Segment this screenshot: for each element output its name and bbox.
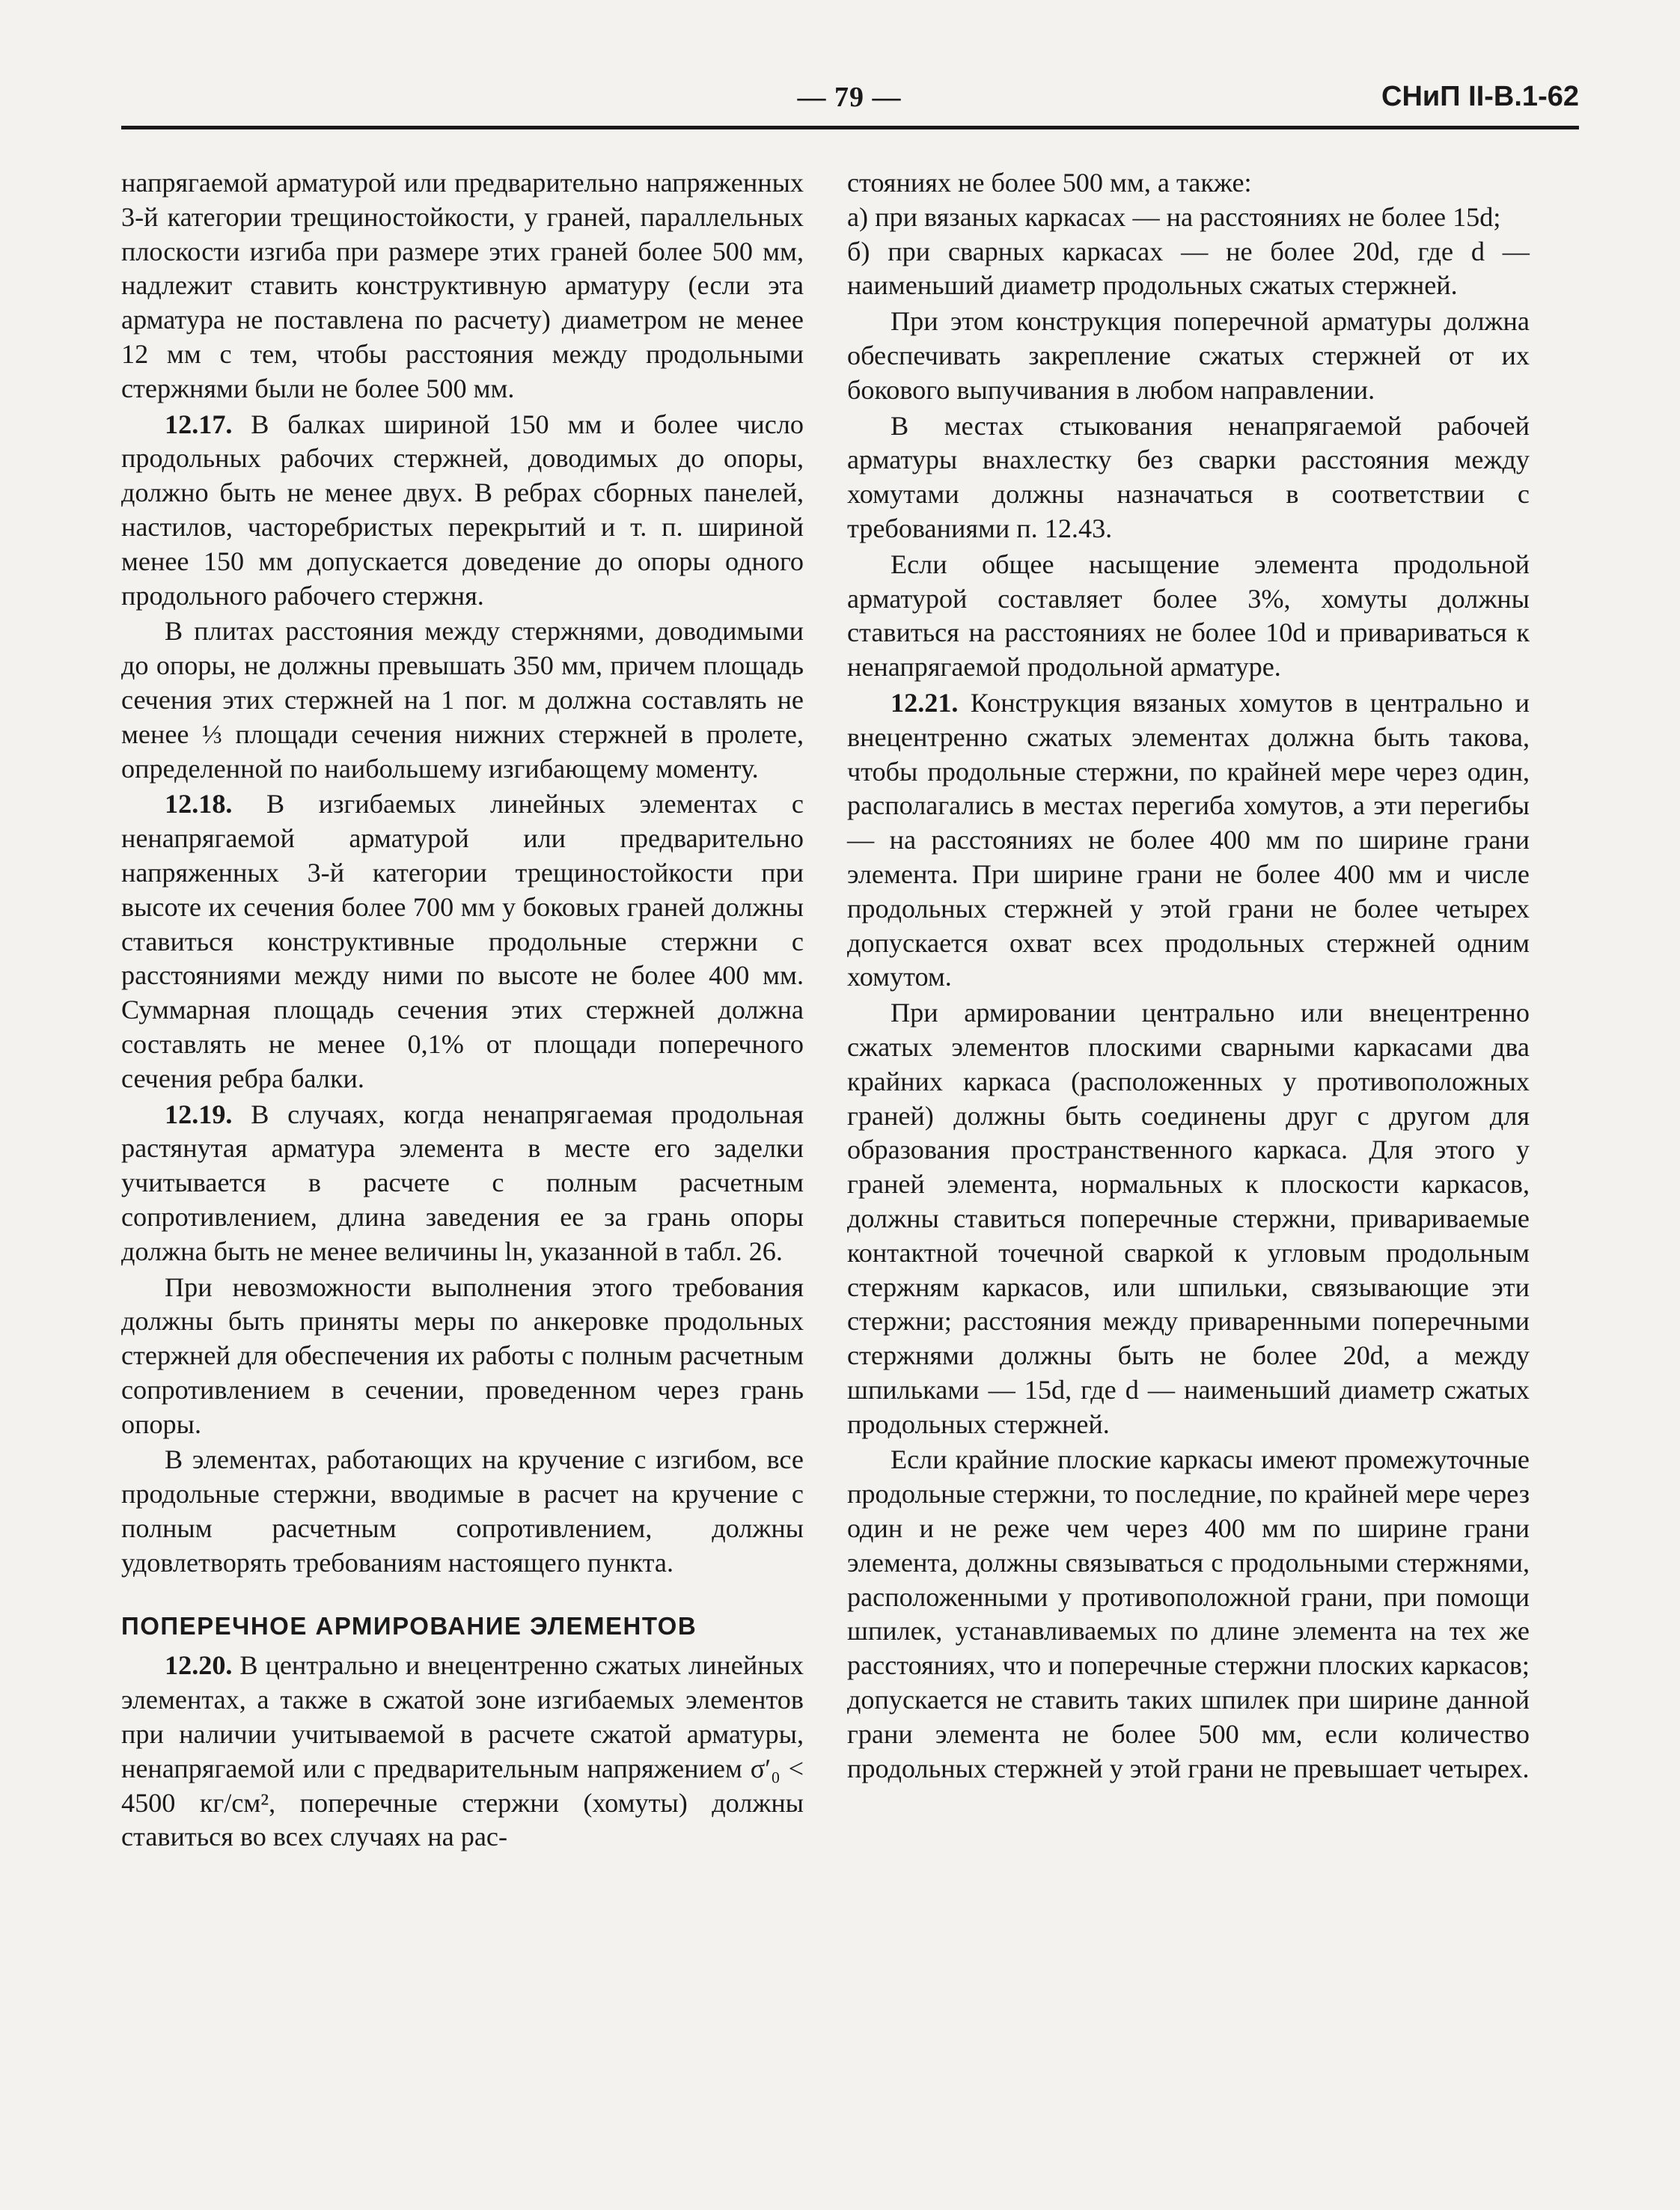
section-heading: ПОПЕРЕЧНОЕ АРМИРОВАНИЕ ЭЛЕМЕНТОВ <box>121 1611 697 1640</box>
clause-text: В случаях, когда ненапрягаемая продольная растянутая арматура элемента в месте его заделки учитывается в расчете с полным расчетным сопротивлением, длина заведения ее за грань опоры должна быть не менее величины lн, указанной в табл. 26. <box>121 1099 804 1266</box>
paragraph: стояниях не более 500 мм, а также: <box>847 168 1252 198</box>
clause-text: В центрально и внецентренно сжатых линейных элементах, а также в сжатой зоне изгибаемых элементов при наличии учитываемой в расчете сжатой арматуры, ненапрягаемой или с предварительным напряжением σ′₀ < 4500 кг/см², поперечные стержни (хомуты) должны ставиться во всех случаях на рас- <box>121 1650 804 1852</box>
paragraph: В плитах расстояния между стержнями, доводимыми до опоры, не должны превышать 350 мм, причем площадь сечения этих стержней на 1 пог. м должна составлять не менее ⅓ площади сечения нижних стержней в пролете, определенной по наибольшему изгибающему моменту. <box>121 616 804 784</box>
clause-number: 12.21. <box>891 687 959 718</box>
header-rule <box>121 126 1579 129</box>
document-code: СНиП II-В.1-62 <box>1381 81 1579 112</box>
clause-number: 12.19. <box>165 1099 233 1129</box>
clause-number: 12.18. <box>165 789 233 819</box>
paragraph: Если общее насыщение элемента продольной арматурой составляет более 3%, хомуты должны ставиться на расстояниях не более 10d и привариваться к ненапрягаемой продольной арматуре. <box>847 549 1530 683</box>
list-item-a: а) при вязаных каркасах — на расстояниях не более 15d; <box>847 201 1501 232</box>
list-item-b: б) при сварных каркасах — не более 20d, где d — наименьший диаметр продольных сжатых стержней. <box>847 236 1530 301</box>
clause-12-19 <box>121 1098 804 1269</box>
paragraph: напрягаемой арматурой или предварительно напряженных 3-й категории трещиностойкости, у граней, параллельных плоскости изгиба при размере этих граней более 500 мм, надлежит ставить конструктивную арматуру (если эта арматура не поставлена по расчету) диаметром не менее 12 мм с тем, чтобы расстояния между продольными стержнями были не более 500 мм. <box>121 168 804 403</box>
paragraph: При этом конструкция поперечной арматуры должна обеспечивать закрепление сжатых стержней от их бокового выпучивания в любом направлении. <box>847 306 1530 405</box>
page-number: — 79 — <box>797 82 902 113</box>
clause-text: В балках шириной 150 мм и более число продольных рабочих стержней, доводимых до опоры, должно быть не менее двух. В ребрах сборных панелей, настилов, часторебристых перекрытий и т. п. шириной менее 150 мм допускается доведение до опоры одного продольного рабочего стержня. <box>121 409 804 611</box>
paragraph: В местах стыкования ненапрягаемой рабочей арматуры внахлестку без сварки расстояния между хомутами должны назначаться в соответствии с требованиями п. 12.43. <box>847 410 1530 543</box>
page-header <box>120 81 1579 126</box>
paragraph: При невозможности выполнения этого требования должны быть приняты меры по анкеровке продольных стержней для обеспечения их работы с полным расчетным сопротивлением в сечении, проведенном через грань опоры. <box>121 1272 804 1439</box>
clause-number: 12.20. <box>165 1650 233 1681</box>
left-column <box>121 166 804 1855</box>
right-column <box>847 166 1530 1786</box>
clause-12-18 <box>121 787 804 1096</box>
paragraph: При армировании центрально или внецентренно сжатых элементов плоскими сварными каркасами два крайних каркаса (расположенных у противоположных граней) должны быть соединены друг с другом для образования пространственного каркаса. Для этого у граней элемента, нормальных к плоскости каркасов, должны ставиться поперечные стержни, привариваемые контактной точечной сваркой к угловым продольным стержням каркасов, или шпильки, связывающие эти стержни; расстояния между приваренными поперечными стержнями должны быть не более 20d, а между шпильками — 15d, где d — наименьший диаметр сжатых продольных стержней. <box>847 998 1530 1439</box>
clause-text: Конструкция вязаных хомутов в центрально и внецентренно сжатых элементах должна быть такова, чтобы продольные стержни, по крайней мере через один, располагались в местах перегиба хомутов, а эти перегибы — на расстояниях не более 400 мм по ширине грани элемента. При ширине грани не более 400 мм и числе продольных стержней у этой грани не более четырех допускается охват всех продольных стержней одним хомутом. <box>847 687 1530 992</box>
clause-12-21 <box>847 686 1530 995</box>
paragraph: В элементах, работающих на кручение с изгибом, все продольные стержни, вводимые в расчет на кручение с полным расчетным сопротивлением, должны удовлетворять требованиям настоящего пункта. <box>121 1444 804 1578</box>
clause-12-17 <box>121 408 804 614</box>
clause-12-20 <box>121 1649 804 1855</box>
paragraph: Если крайние плоские каркасы имеют промежуточные продольные стержни, то последние, по крайней мере через один и не реже чем через 400 мм по ширине грани элемента, должны связываться с продольными стержнями, расположенными у противоположной грани, при помощи шпилек, устанавливаемых по длине элемента на тех же расстояниях, что и поперечные стержни плоских каркасов; допускается не ставить таких шпилек при ширине данной грани элемента не более 500 мм, если количество продольных стержней у этой грани не превышает четырех. <box>847 1444 1530 1783</box>
clause-number: 12.17. <box>165 409 233 439</box>
clause-text: В изгибаемых линейных элементах с ненапрягаемой арматурой или предварительно напряженных 3-й категории трещиностойкости при высоте их сечения более 700 мм у боковых граней должны ставиться конструктивные продольные стержни с расстояниями между ними по высоте не более 400 мм. Суммарная площадь сечения этих стержней должна составлять не менее 0,1% от площади поперечного сечения ребра балки. <box>121 789 804 1093</box>
